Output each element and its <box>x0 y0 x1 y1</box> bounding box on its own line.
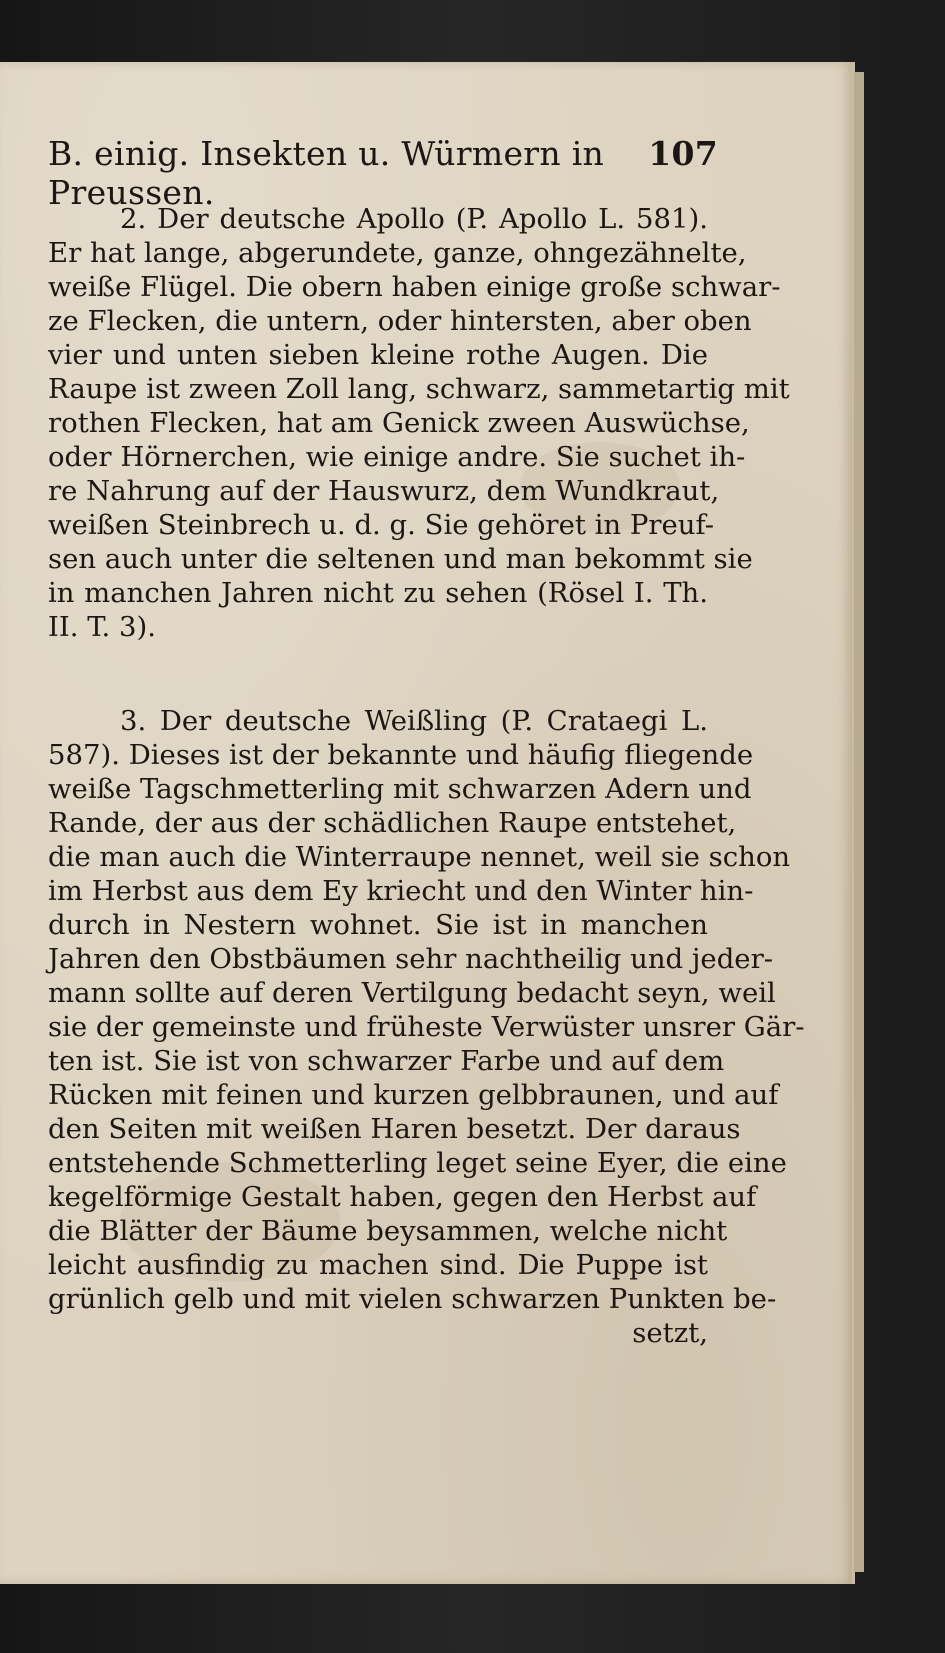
catchword: setzt, <box>632 1317 708 1349</box>
text-line: durch in Nestern wohnet. Sie ist in manchen <box>48 909 708 941</box>
text-line: ze Flecken, die untern, oder hintersten, aber oben <box>48 305 752 337</box>
text-line: weiße Flügel. Die obern haben einige große schwar- <box>48 271 781 303</box>
text-line: vier und unten sieben kleine rothe Augen. Die <box>48 339 708 371</box>
text-line: entstehende Schmetterling leget seine Eyer, die eine <box>48 1147 787 1179</box>
text-line: sie der gemeinste und früheste Verwüster unsrer Gär- <box>48 1011 805 1043</box>
text-line: Raupe ist zween Zoll lang, schwarz, sammetartig mit <box>48 373 790 405</box>
text-line: kegelförmige Gestalt haben, gegen den Herbst auf <box>48 1181 757 1213</box>
text-line: die Blätter der Bäume beysammen, welche nicht <box>48 1215 728 1247</box>
text-line: grünlich gelb und mit vielen schwarzen Punkten be- <box>48 1283 777 1315</box>
running-head-title: B. einig. Insekten u. Würmern in Preussen. <box>48 134 605 212</box>
page-number: 107 <box>648 134 718 173</box>
text-line: 587). Dieses ist der bekannte und häufig fliegende <box>48 739 754 771</box>
section-apollo <box>48 202 790 644</box>
text-line: ten ist. Sie ist von schwarzer Farbe und auf dem <box>48 1045 725 1077</box>
running-head <box>48 134 718 212</box>
body-text <box>48 202 805 1350</box>
section-heading: 2. Der deutsche Apollo (P. Apollo L. 581). <box>120 203 708 235</box>
page-edge <box>854 72 864 1572</box>
text-line: II. T. 3). <box>48 611 156 643</box>
text-line: weißen Steinbrech u. d. g. Sie gehöret in Preuf- <box>48 509 715 541</box>
text-line: Jahren den Obstbäumen sehr nachtheilig und jeder- <box>48 943 774 975</box>
text-line: weiße Tagschmetterling mit schwarzen Adern und <box>48 773 752 805</box>
text-line: leicht ausfindig zu machen sind. Die Puppe ist <box>48 1249 708 1281</box>
text-line: oder Hörnerchen, wie einige andre. Sie suchet ih- <box>48 441 746 473</box>
text-line: mann sollte auf deren Vertilgung bedacht seyn, weil <box>48 977 776 1009</box>
text-line: die man auch die Winterraupe nennet, weil sie schon <box>48 841 791 873</box>
text-line: re Nahrung auf der Hauswurz, dem Wundkraut, <box>48 475 720 507</box>
text-line: rothen Flecken, hat am Genick zween Auswüchse, <box>48 407 750 439</box>
section-weissling <box>48 704 805 1350</box>
text-line: Rande, der aus der schädlichen Raupe entstehet, <box>48 807 737 839</box>
text-line: in manchen Jahren nicht zu sehen (Rösel I. Th. <box>48 577 708 609</box>
section-gap <box>48 644 708 704</box>
text-line: sen auch unter die seltenen und man bekommt sie <box>48 543 753 575</box>
section-heading: 3. Der deutsche Weißling (P. Crataegi L. <box>120 705 708 737</box>
book-page <box>0 62 855 1584</box>
text-line: Er hat lange, abgerundete, ganze, ohngezähnelte, <box>48 237 747 269</box>
text-line: Rücken mit feinen und kurzen gelbbraunen, und auf <box>48 1079 779 1111</box>
text-line: im Herbst aus dem Ey kriecht und den Winter hin- <box>48 875 754 907</box>
text-line: den Seiten mit weißen Haren besetzt. Der daraus <box>48 1113 741 1145</box>
